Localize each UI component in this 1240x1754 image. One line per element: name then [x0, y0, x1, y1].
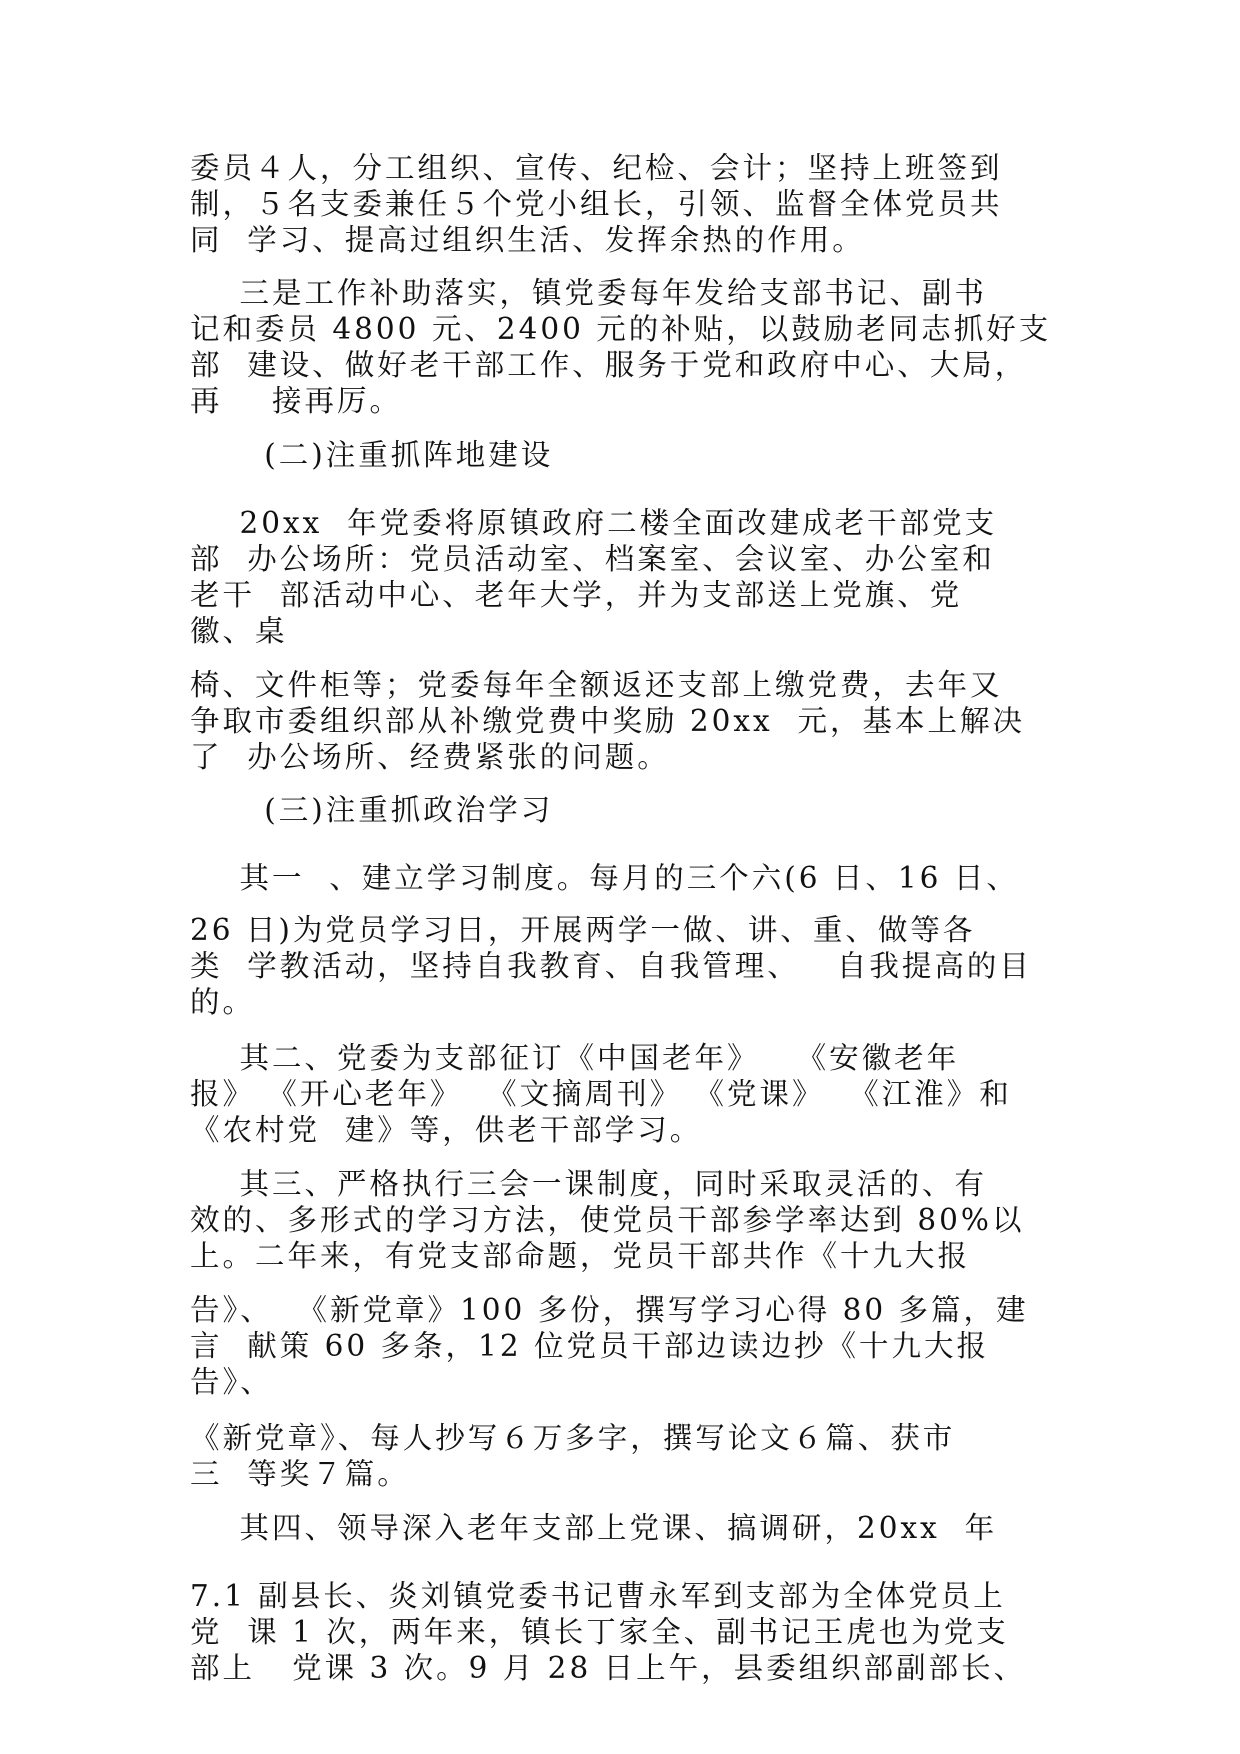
- text-line: 椅、文件柜等；党委每年全额返还支部上缴党费，去年又: [190, 668, 1003, 702]
- paragraph-subsidy: [190, 275, 1050, 419]
- text-line: 三是工作补助落实，镇党委每年发给支部书记、副书: [190, 276, 988, 310]
- text-line: 《新党章》、每人抄写６万多字，撰写论文６篇、获市: [190, 1421, 956, 1455]
- text-line: 记和委员 4800 元、2400 元的补贴，以鼓励老同志抓好支: [190, 312, 1052, 346]
- text-line: 的。: [190, 985, 256, 1019]
- text-line: 部 建设、做好老干部工作、服务于党和政府中心、大局，: [190, 348, 1028, 382]
- heading-text: (三)注重抓政治学习: [190, 793, 554, 827]
- heading-text: (二)注重抓阵地建设: [190, 438, 554, 472]
- text-line: 争取市委组织部从补缴党费中奖励 20xx 元，基本上解决: [190, 704, 1025, 738]
- text-line: 部上 党课 3 次。9 月 28 日上午，县委组织部副部长、: [190, 1651, 1027, 1685]
- text-line: 类 学教活动，坚持自我教育、自我管理、 自我提高的目: [190, 949, 1032, 983]
- text-line: 委员４人，分工组织、宣传、纪检、会计；坚持上班签到: [190, 151, 1003, 185]
- text-line: 了 办公场所、经费紧张的问题。: [190, 740, 670, 774]
- text-line: 再 接再厉。: [190, 384, 403, 418]
- text-line: 报》 《开心老年》 《文摘周刊》 《党课》 《江淮》和: [190, 1077, 1012, 1111]
- text-line: 告》、 《新党章》100 多份，撰写学习心得 80 多篇，建: [190, 1293, 1029, 1327]
- paragraph-study-system: [190, 860, 1050, 896]
- paragraph-committee-division: [190, 150, 1050, 258]
- text-line: 老干 部活动中心、老年大学，并为支部送上党旗、党: [190, 578, 963, 612]
- text-line: 上。二年来，有党支部命题，党员干部共作《十九大报: [190, 1239, 971, 1273]
- text-line: 其四、领导深入老年支部上党课、搞调研，20xx 年: [190, 1511, 998, 1545]
- text-line: 言 献策 60 多条，12 位党员干部边读边抄《十九大报: [190, 1329, 989, 1363]
- paragraph-party-lessons: [190, 1578, 1050, 1686]
- text-line: 7.1 副县长、炎刘镇党委书记曹永军到支部为全体党员上: [190, 1579, 1006, 1613]
- text-line: 党 课 1 次，两年来，镇长丁家全、副书记王虎也为党支: [190, 1615, 1009, 1649]
- text-line: 其三、严格执行三会一课制度，同时采取灵活的、有: [190, 1167, 988, 1201]
- section-heading-3: [190, 792, 1050, 828]
- paragraph-reports: [190, 1292, 1050, 1400]
- text-line: 20xx 年党委将原镇政府二楼全面改建成老干部党支: [190, 506, 998, 540]
- text-line: 效的、多形式的学习方法，使党员干部参学率达到 80%以: [190, 1203, 1025, 1237]
- text-line: 部 办公场所：党员活动室、档案室、会议室、办公室和: [190, 542, 995, 576]
- text-line: 26 日)为党员学习日，开展两学一做、讲、重、做等各: [190, 913, 976, 947]
- text-line: 《农村党 建》等，供老干部学习。: [190, 1113, 703, 1147]
- paragraph-meetings: [190, 1166, 1050, 1274]
- text-line: 同 学习、提高过组织生活、发挥余热的作用。: [190, 223, 865, 257]
- paragraph-study-days: [190, 912, 1050, 1020]
- paragraph-funding: [190, 667, 1050, 775]
- text-line: 三 等奖７篇。: [190, 1457, 410, 1491]
- section-heading-2: [190, 437, 1050, 473]
- text-line: 制，５名支委兼任５个党小组长，引领、监督全体党员共: [190, 187, 1003, 221]
- text-line: 其二、党委为支部征订《中国老年》 《安徽老年: [190, 1041, 960, 1075]
- text-line: 徽、桌: [190, 614, 288, 648]
- text-line: 其一 、建立学习制度。每月的三个六(6 日、16 日、: [190, 861, 1019, 895]
- paragraph-subscriptions: [190, 1040, 1050, 1148]
- paragraph-leaders: [190, 1510, 1050, 1546]
- paragraph-office-space: [190, 505, 1050, 649]
- text-line: 告》、: [190, 1365, 273, 1399]
- paragraph-copying: [190, 1420, 1050, 1492]
